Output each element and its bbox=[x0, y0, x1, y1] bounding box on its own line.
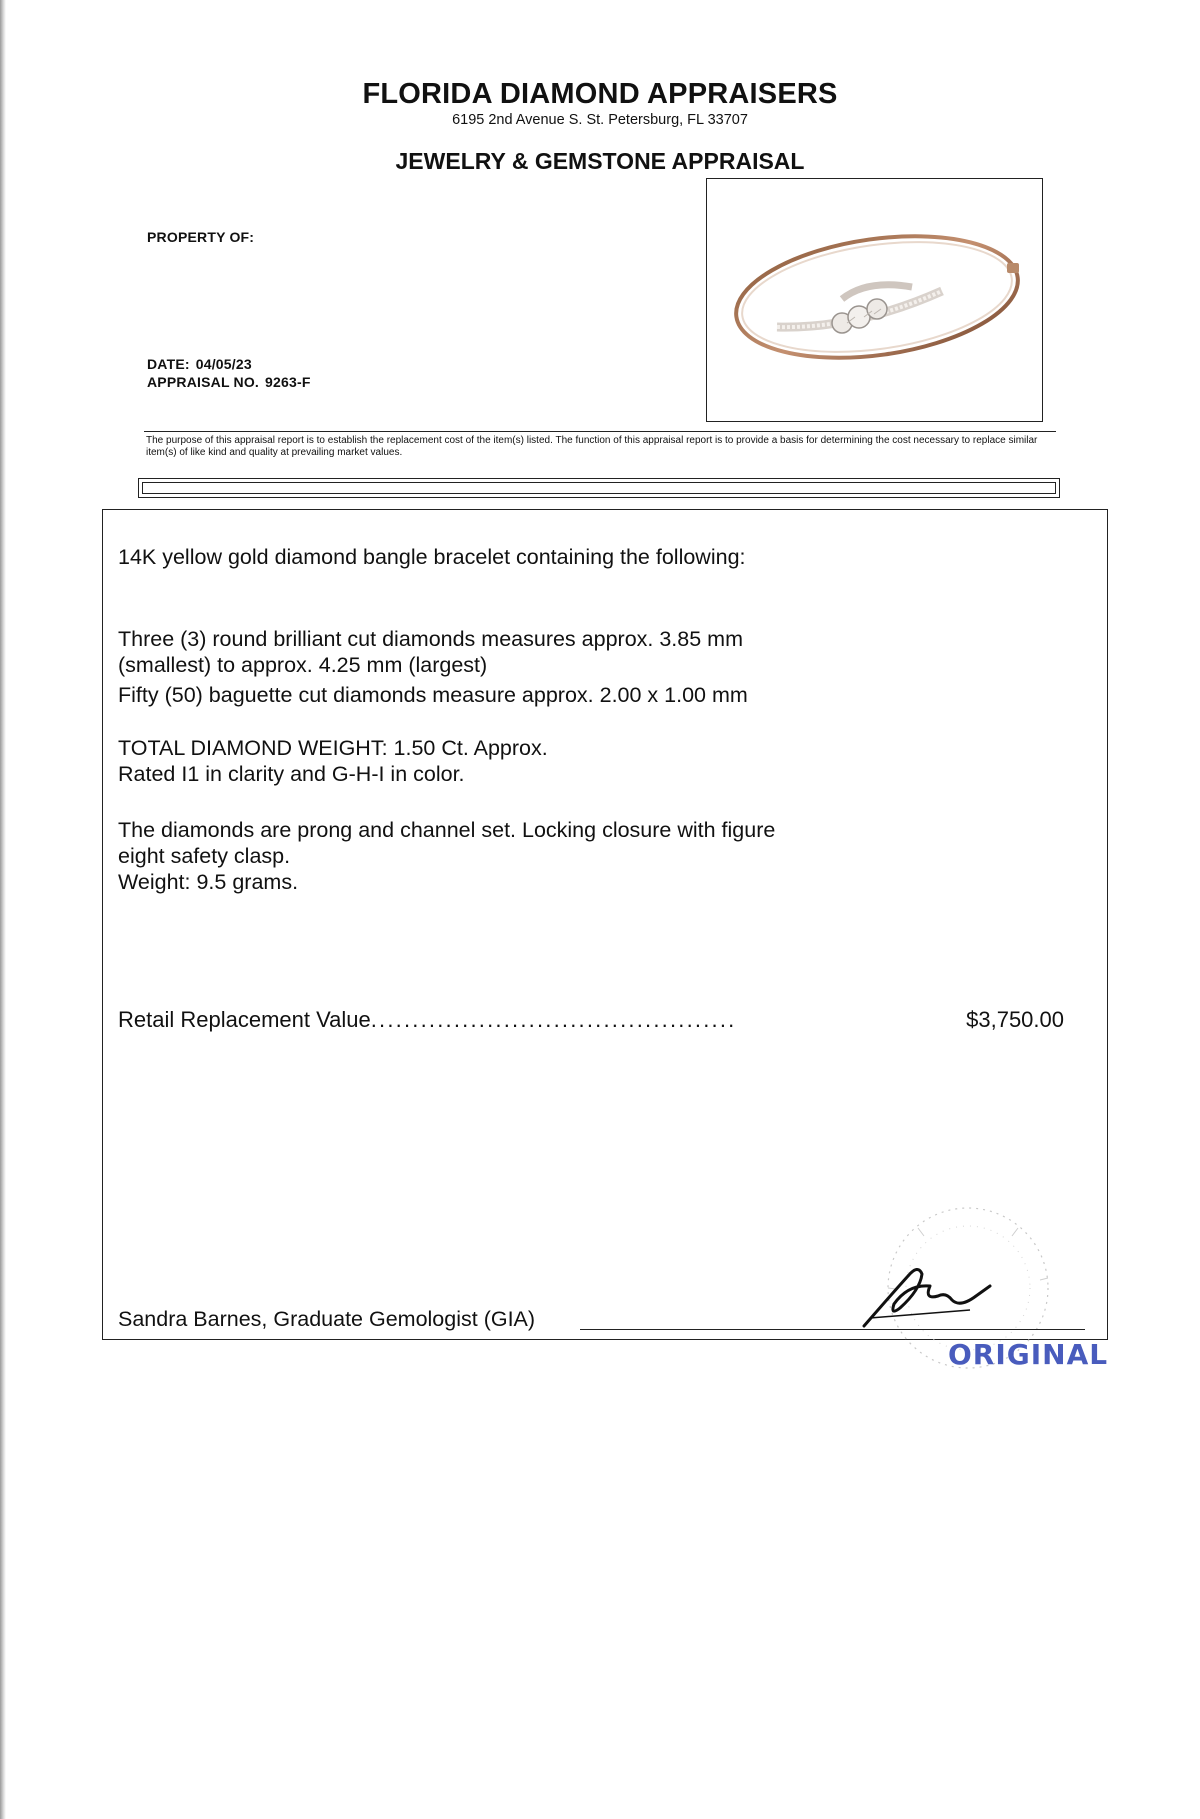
round-diamonds-line: Three (3) round brilliant cut diamonds measures approx. 3.85 mm bbox=[118, 627, 743, 651]
total-weight-line: TOTAL DIAMOND WEIGHT: 1.50 Ct. Approx. bbox=[118, 736, 548, 760]
header-divider bbox=[144, 431, 1056, 432]
item-summary: 14K yellow gold diamond bangle bracelet containing the following: bbox=[118, 545, 746, 569]
setting-line: The diamonds are prong and channel set. Locking closure with figure bbox=[118, 818, 776, 842]
company-address: 6195 2nd Avenue S. St. Petersburg, FL 33707 bbox=[452, 112, 748, 128]
original-stamp: ORIGINAL bbox=[948, 1338, 1109, 1371]
section-divider bbox=[138, 478, 1060, 498]
scan-edge bbox=[0, 0, 6, 1819]
company-name: FLORIDA DIAMOND APPRAISERS bbox=[362, 78, 838, 110]
clarity-color-line: Rated I1 in clarity and G-H-I in color. bbox=[118, 762, 465, 786]
clasp-line: eight safety clasp. bbox=[118, 844, 291, 868]
gram-weight-line: Weight: 9.5 grams. bbox=[118, 870, 299, 894]
appraisal-number-field bbox=[147, 374, 311, 390]
date-value: 04/05/23 bbox=[195, 356, 252, 372]
appraisal-number-label: APPRAISAL NO. bbox=[147, 374, 260, 390]
replacement-value-row bbox=[118, 1005, 1064, 1035]
date-field bbox=[147, 356, 252, 372]
round-diamonds-size-line: (smallest) to approx. 4.25 mm (largest) bbox=[118, 653, 488, 677]
purpose-statement: The purpose of this appraisal report is to establish the replacement cost of the item(s) listed. The function of this appraisal report is to provide a basis for determining the cost necessary to replace similar item(s) of like kind and quality at prevailing market values. bbox=[146, 435, 1038, 458]
replacement-value-amount: $3,750.00 bbox=[966, 1007, 1064, 1032]
document-title: JEWELRY & GEMSTONE APPRAISAL bbox=[395, 148, 805, 174]
item-photo bbox=[706, 178, 1043, 422]
appraisal-number-value: 9263-F bbox=[265, 374, 311, 390]
date-label: DATE: bbox=[147, 356, 190, 372]
baguette-diamonds-line: Fifty (50) baguette cut diamonds measure approx. 2.00 x 1.00 mm bbox=[118, 683, 748, 707]
handwritten-signature bbox=[860, 1256, 1040, 1336]
bracelet-image bbox=[707, 179, 1041, 420]
signer-name: Sandra Barnes, Graduate Gemologist (GIA) bbox=[118, 1307, 536, 1331]
leader-dots: ............................................ bbox=[370, 1007, 737, 1032]
property-of-label: PROPERTY OF: bbox=[147, 229, 255, 245]
replacement-value-label: Retail Replacement Value bbox=[118, 1007, 371, 1032]
